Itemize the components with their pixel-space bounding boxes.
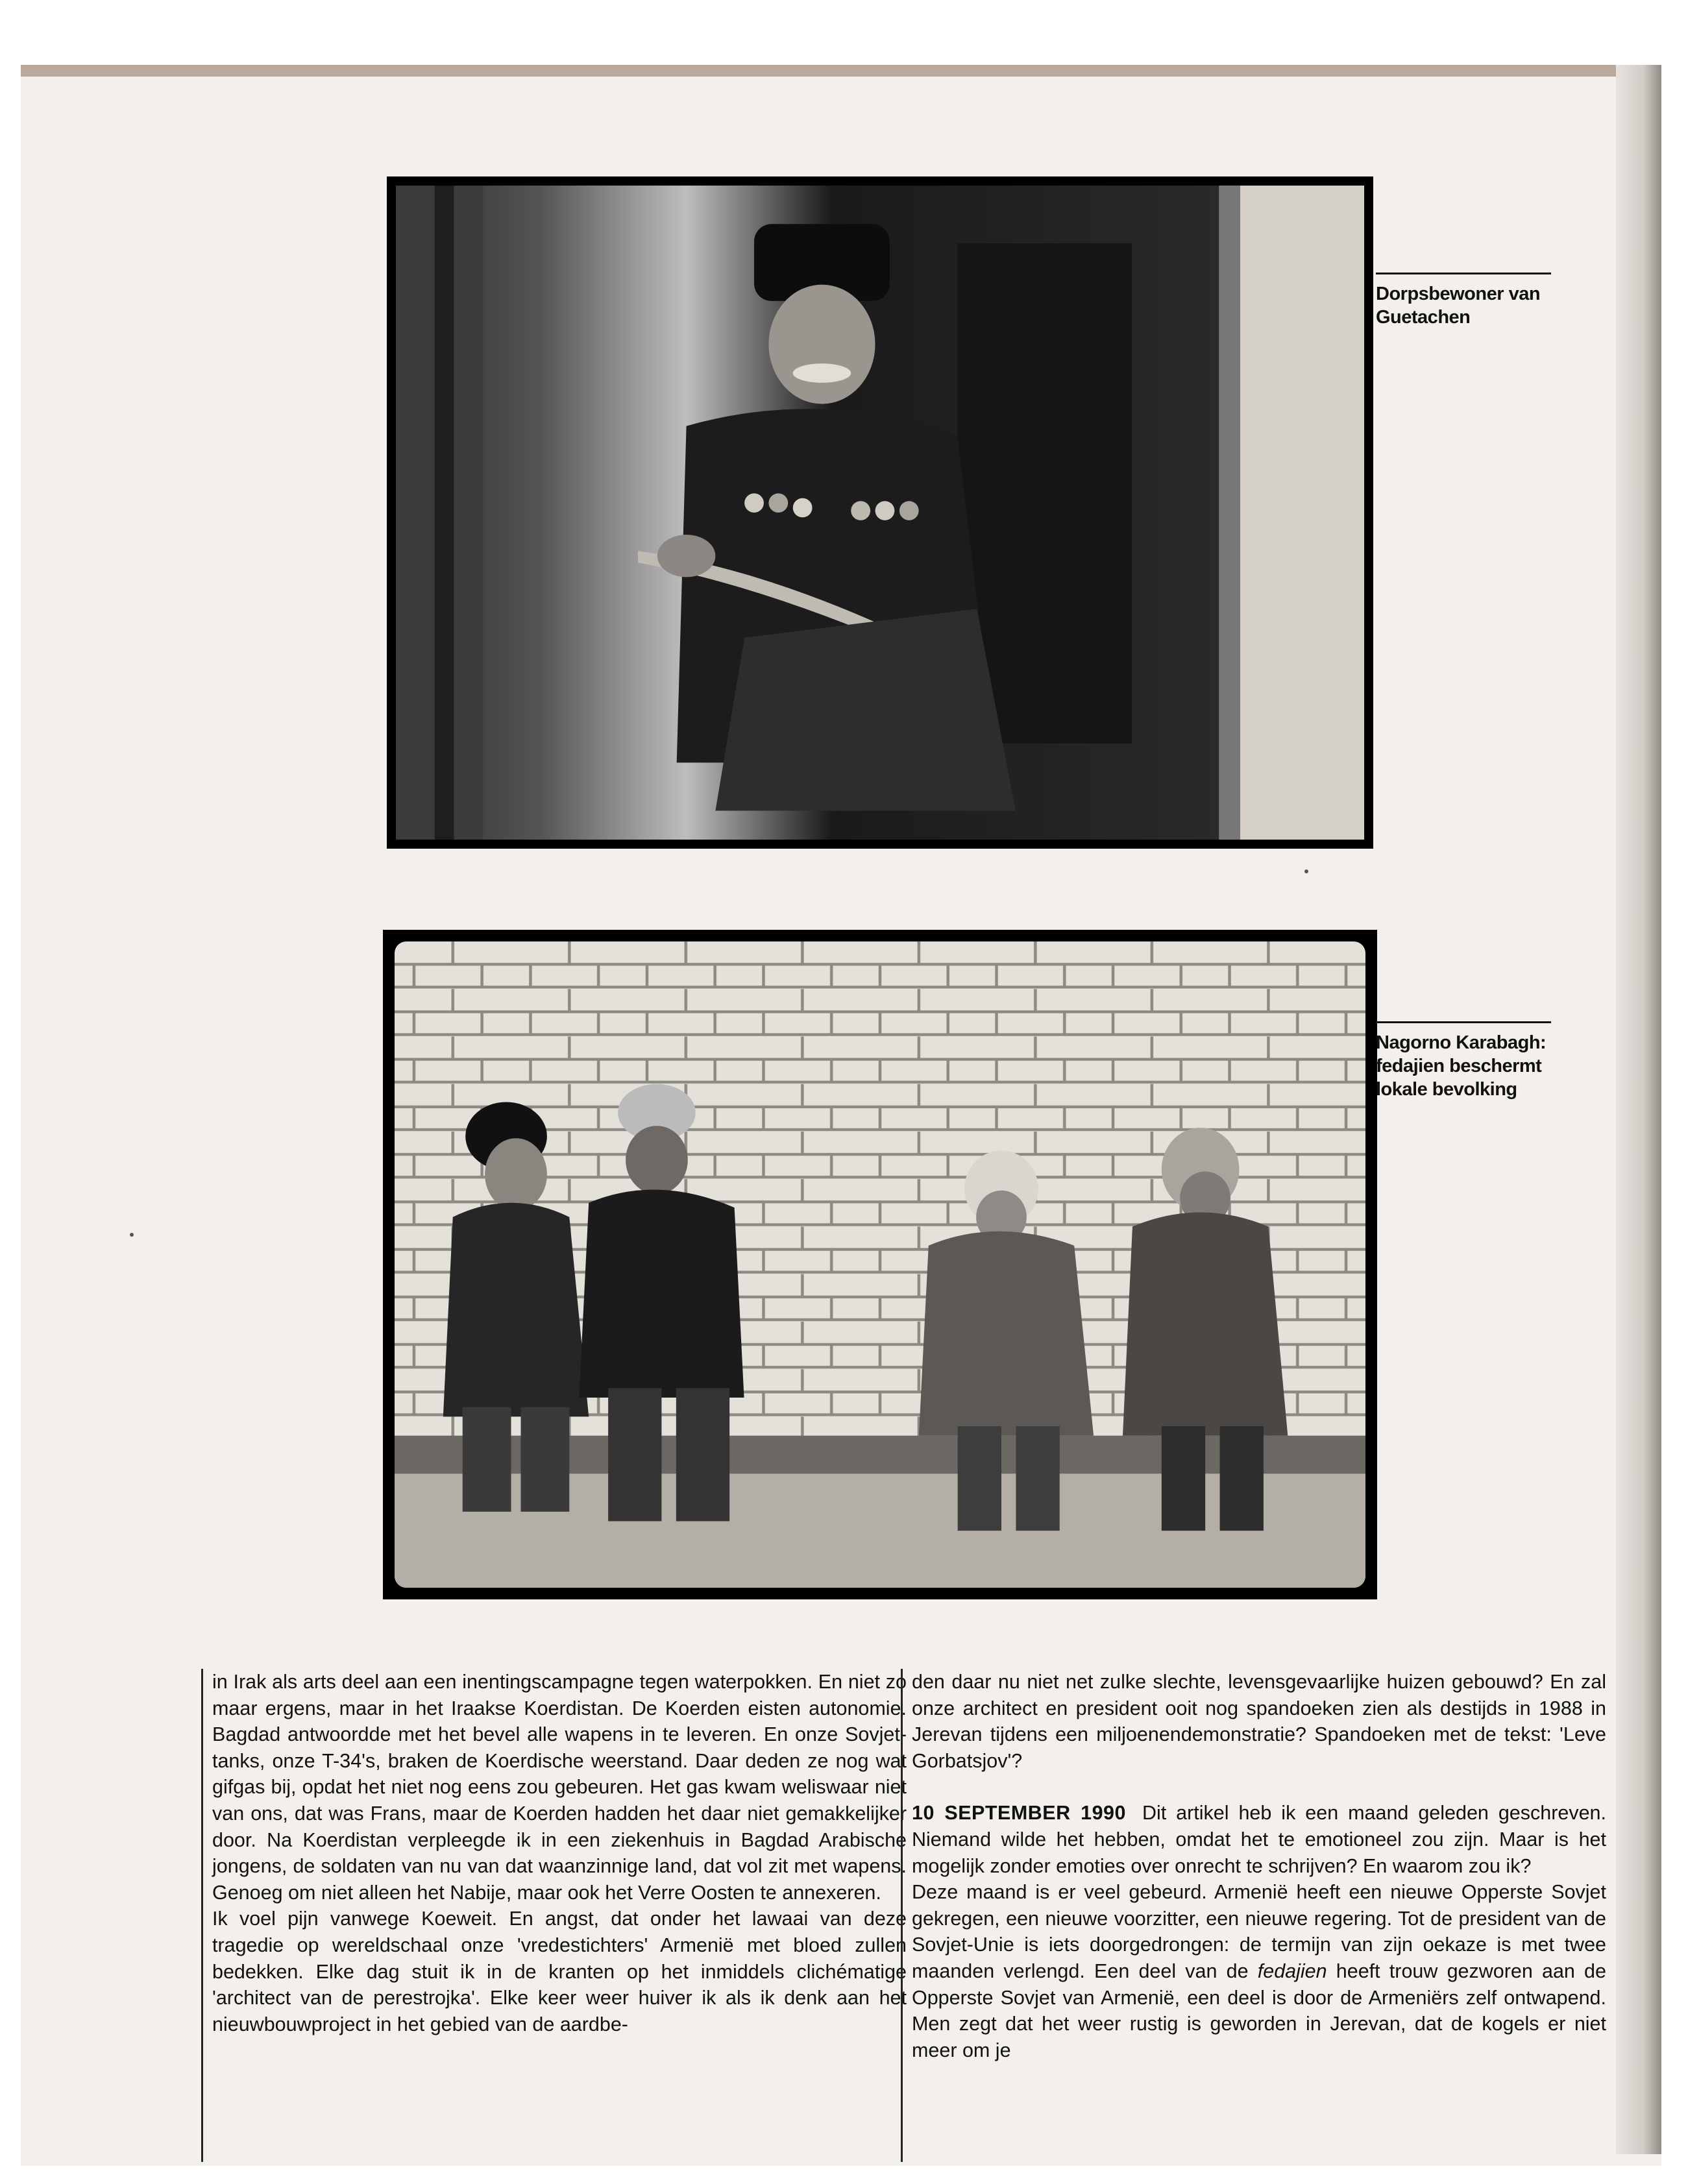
- article-text: heeft trouw gezworen aan de Opperste Sovjet van Armenië, een deel is door de Armeniërs zelf ontwapend. Men zegt dat het weer rustig is geworden in Jerevan, dat de kogels er niet meer om je: [912, 1960, 1606, 2061]
- photo-village-elder-image: [396, 186, 1364, 840]
- photo-villagers-wall-image: [395, 941, 1365, 1588]
- photo-villagers-wall: [383, 930, 1377, 1599]
- article-text-italic: fedajien: [1257, 1960, 1327, 1982]
- page-edge-shadow: [1616, 65, 1661, 2154]
- caption-photo-2: Nagorno Karabagh: fedajien beschermt lokale bevolking: [1376, 1021, 1551, 1101]
- date-heading: 10 SEPTEMBER 1990: [912, 1802, 1126, 1825]
- paper-speck: [1304, 869, 1308, 873]
- paper-speck: [130, 1233, 134, 1237]
- article-paragraph: [912, 1879, 1606, 2063]
- article-column-left: [201, 1669, 907, 2162]
- article-paragraph: in Irak als arts deel aan een inentingscampagne tegen waterpokken. En niet zo maar ergens, maar in het Iraakse Koerdistan. De Koerden eisten autonomie. Bagdad antwoordde met het bevel alle wapens in te leveren. En onze Sovjet-tanks, onze T-34's, braken de Koerdische weerstand. Daar deden ze nog wat gifgas bij, opdat het niet nog eens zou gebeuren. Het gas kwam weliswaar niet van ons, dat was Frans, maar de Koerden hadden het daar niet gemakkelijker door. Na Koerdistan verpleegde ik in een ziekenhuis in Bagdad Arabische jongens, de soldaten van nu van dat waanzinnige land, dat vol zit met wapens. Genoeg om niet alleen het Nabije, maar ook het Verre Oosten te annexeren.: [212, 1671, 907, 1904]
- article-paragraph: Ik voel pijn vanwege Koeweit. En angst, dat onder het lawaai van deze tragedie op wereldschaal onze 'vredestichters' Armenië met bloed zullen bedekken. Elke dag stuit ik in de kranten op het inmiddels clichématige 'architect van de perestrojka'. Elke keer weer huiver ik als ik denk aan het nieuwbouwproject in het gebied van de aardbe-: [212, 1908, 907, 2035]
- photo-village-elder: [387, 176, 1373, 849]
- article-text: Dit artikel heb ik een maand geleden geschreven. Niemand wilde het hebben, omdat het te emotioneel zou zijn. Maar is het mogelijk zonder emoties over onrecht te schrijven? En waarom zou ik?: [912, 1802, 1606, 1877]
- article-text: Deze maand is er veel gebeurd. Armenië heeft een nieuwe Opperste Sovjet gekregen, een nieuwe voorzitter, een nieuwe regering. Tot de president van de Sovjet-Unie is iets doorgedrongen: de termijn van zijn oekaze is met twee maanden verlengd. Een deel van de: [912, 1881, 1606, 1982]
- caption-photo-1: Dorpsbewoner van Guetachen: [1376, 273, 1551, 329]
- article-paragraph: [912, 1800, 1606, 1879]
- article-column-right: [901, 1669, 1606, 2162]
- article-paragraph: den daar nu niet net zulke slechte, levensgevaarlijke huizen gebouwd? En zal onze architect en president ooit nog spandoeken zien als destijds in 1988 in Jerevan tijdens een miljoenendemonstratie? Spandoeken met de tekst: 'Leve Gorbatsjov'?: [912, 1671, 1606, 1772]
